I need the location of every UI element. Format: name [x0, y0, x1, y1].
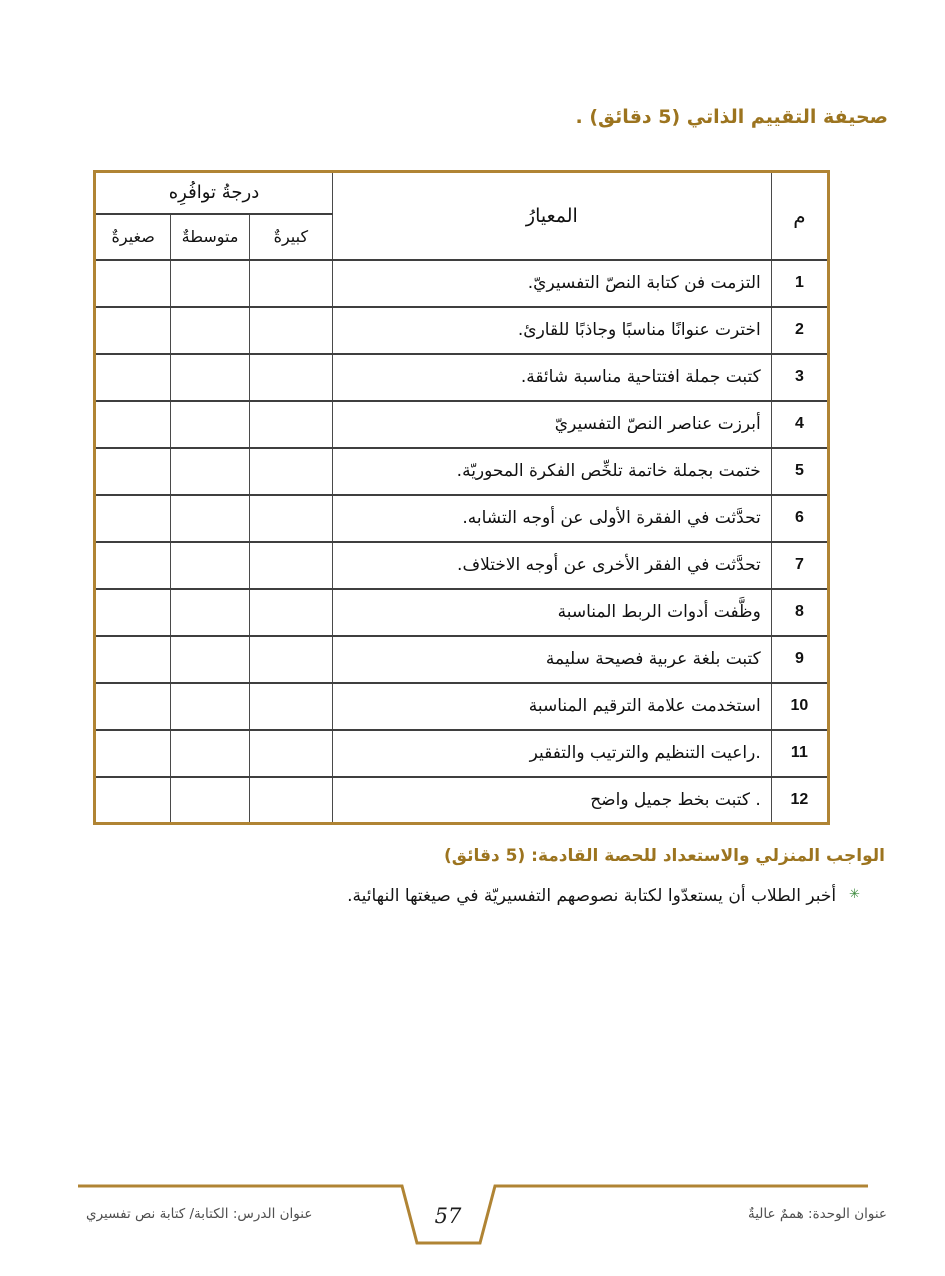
row-number: 12: [771, 777, 828, 824]
criterion-text: التزمت فن كتابة النصّ التفسيريّ.: [333, 260, 772, 307]
degree-cell: [171, 683, 249, 730]
row-number: 5: [771, 448, 828, 495]
degree-cell: [171, 307, 249, 354]
criterion-text: تحدَّثت في الفقر الأخرى عن أوجه الاختلاف.: [333, 542, 772, 589]
row-number: 11: [771, 730, 828, 777]
page-number: 57: [434, 1204, 462, 1228]
degree-cell: [171, 401, 249, 448]
degree-cell: [249, 448, 332, 495]
criterion-text: كتبت جملة افتتاحية مناسبة شائقة.: [333, 354, 772, 401]
criterion-text: كتبت بلغة عربية فصيحة سليمة: [333, 636, 772, 683]
degree-cell: [95, 730, 171, 777]
criterion-text: استخدمت علامة الترقيم المناسبة: [333, 683, 772, 730]
degree-cell: [249, 777, 332, 824]
table-row: [95, 589, 829, 636]
homework-item-text: أخبر الطلاب أن يستعدّوا لكتابة نصوصهم التفسيريّة في صيغتها النهائية.: [347, 886, 837, 906]
table-row: [95, 260, 829, 307]
degree-cell: [249, 542, 332, 589]
table-row: [95, 542, 829, 589]
column-header-level-high: كبيرةٌ: [249, 214, 332, 260]
table-row: [95, 495, 829, 542]
degree-cell: [95, 636, 171, 683]
degree-cell: [95, 354, 171, 401]
degree-cell: [95, 683, 171, 730]
table-row: [95, 683, 829, 730]
footer-unit-title: عنوان الوحدة: هممٌ عاليةٌ: [747, 1206, 887, 1222]
degree-cell: [249, 401, 332, 448]
degree-cell: [249, 589, 332, 636]
column-header-level-low: صغيرةٌ: [95, 214, 171, 260]
table-row: [95, 730, 829, 777]
row-number: 6: [771, 495, 828, 542]
degree-cell: [249, 495, 332, 542]
degree-cell: [249, 683, 332, 730]
degree-cell: [249, 730, 332, 777]
degree-cell: [95, 777, 171, 824]
degree-cell: [95, 260, 171, 307]
criterion-text: أبرزت عناصر النصّ التفسيريّ: [333, 401, 772, 448]
homework-heading: الواجب المنزلي والاستعداد للحصة القادمة: (5 دقائق): [444, 846, 885, 866]
column-header-degree: درجةُ توافُرِه: [95, 172, 333, 214]
row-number: 4: [771, 401, 828, 448]
row-number: 3: [771, 354, 828, 401]
table-row: [95, 448, 829, 495]
degree-cell: [249, 307, 332, 354]
row-number: 1: [771, 260, 828, 307]
degree-cell: [249, 636, 332, 683]
degree-cell: [171, 260, 249, 307]
degree-cell: [171, 777, 249, 824]
degree-cell: [171, 354, 249, 401]
degree-cell: [249, 260, 332, 307]
criterion-text: اخترت عنوانًا مناسبًا وجاذبًا للقارئ.: [333, 307, 772, 354]
footer-lesson-title: عنوان الدرس: الكتابة/ كتابة نص تفسيري: [86, 1206, 313, 1222]
table-row: [95, 636, 829, 683]
column-header-number: م: [771, 172, 828, 260]
table-row: [95, 401, 829, 448]
homework-item: [347, 886, 860, 906]
table-row: [95, 777, 829, 824]
degree-cell: [171, 636, 249, 683]
column-header-criterion: المعيارُ: [333, 172, 772, 260]
degree-cell: [171, 589, 249, 636]
degree-cell: [171, 542, 249, 589]
column-header-level-medium: متوسطةٌ: [171, 214, 249, 260]
degree-cell: [95, 401, 171, 448]
row-number: 7: [771, 542, 828, 589]
row-number: 10: [771, 683, 828, 730]
row-number: 9: [771, 636, 828, 683]
degree-cell: [95, 589, 171, 636]
row-number: 8: [771, 589, 828, 636]
page-title: صحيفة التقييم الذاتي (5 دقائق) .: [575, 106, 888, 128]
criterion-text: ختمت بجملة خاتمة تلخِّص الفكرة المحوريّة.: [333, 448, 772, 495]
degree-cell: [95, 495, 171, 542]
criterion-text: وظَّفت أدوات الربط المناسبة: [333, 589, 772, 636]
degree-cell: [171, 448, 249, 495]
asterisk-bullet-icon: ✳: [849, 887, 860, 902]
degree-cell: [95, 448, 171, 495]
self-evaluation-table: [93, 170, 830, 825]
criterion-text: . كتبت بخط جميل واضح: [333, 777, 772, 824]
degree-cell: [249, 354, 332, 401]
table-row: [95, 354, 829, 401]
criterion-text: .راعيت التنظيم والترتيب والتفقير: [333, 730, 772, 777]
row-number: 2: [771, 307, 828, 354]
table-row: [95, 307, 829, 354]
criterion-text: تحدَّثت في الفقرة الأولى عن أوجه التشابه.: [333, 495, 772, 542]
degree-cell: [171, 730, 249, 777]
degree-cell: [95, 542, 171, 589]
degree-cell: [95, 307, 171, 354]
degree-cell: [171, 495, 249, 542]
